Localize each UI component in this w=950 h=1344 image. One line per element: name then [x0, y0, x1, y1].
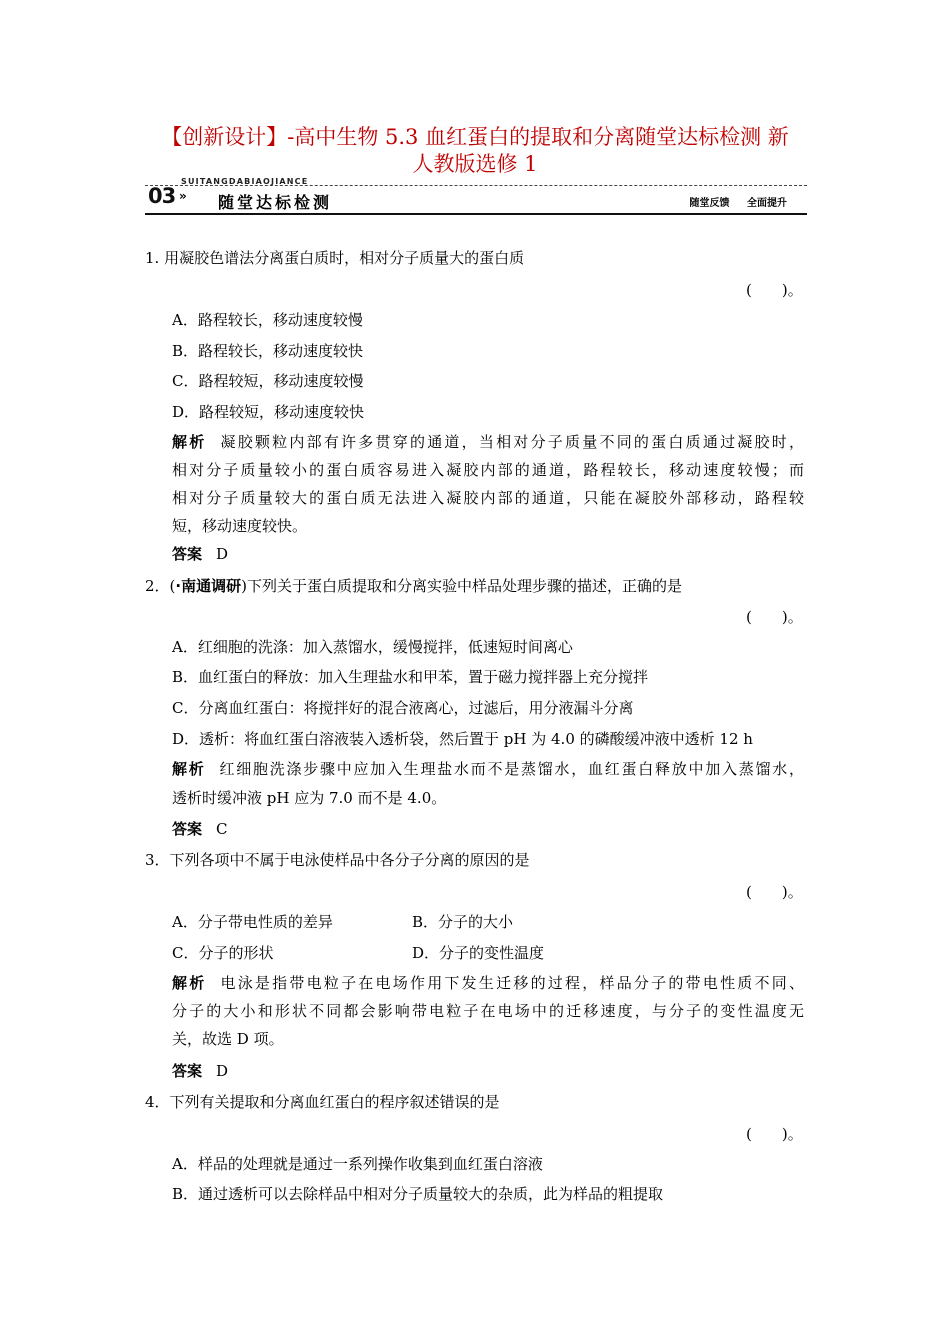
q1-answer-blank: ( )。 — [746, 281, 803, 299]
q1-explanation-line-2: 相对分子质量较小的蛋白质容易进入凝胶内部的通道，路程较长，移动速度较慢；而 — [172, 461, 804, 479]
q2-source: ·南通调研 — [175, 577, 242, 595]
q2-explanation-line-2: 透析时缓冲液 pH 应为 7.0 而不是 4.0。 — [172, 789, 447, 807]
q4-stem: 4．下列有关提取和分离血红蛋白的程序叙述错误的是 — [145, 1093, 500, 1111]
answer-label: 答案 — [172, 1062, 203, 1080]
banner-rule — [145, 213, 807, 215]
q1-explanation-line-3: 相对分子质量较大的蛋白质无法进入凝胶内部的通道，只能在凝胶外部移动，路程较 — [172, 489, 804, 507]
q2-option-b: B．血红蛋白的释放：加入生理盐水和甲苯，置于磁力搅拌器上充分搅拌 — [172, 668, 649, 686]
q2-stem: 2．(·南通调研)下列关于蛋白质提取和分离实验中样品处理步骤的描述，正确的是 — [145, 577, 682, 595]
banner-pinyin: SUITANGDABIAOJIANCE — [181, 177, 309, 186]
answer-label: 答案 — [172, 545, 203, 563]
q2-explanation-line-1: 解析 红细胞洗涤步骤中应加入生理盐水而不是蒸馏水，血红蛋白释放中加入蒸馏水， — [172, 760, 804, 778]
double-chevron-icon: » — [179, 189, 187, 203]
q3-option-c: C．分子的形状 — [172, 944, 274, 962]
q3-answer: 答案 D — [172, 1062, 229, 1080]
explain-label: 解析 — [172, 433, 207, 451]
q1-option-c: C．路程较短，移动速度较慢 — [172, 372, 364, 390]
q1-option-a: A．路程较长，移动速度较慢 — [172, 311, 363, 329]
document-title-line-1: 【创新设计】-高中生物 5.3 血红蛋白的提取和分离随堂达标检测 新 — [161, 125, 789, 149]
banner-section-title: 随堂达标检测 — [218, 193, 333, 212]
q4-answer-blank: ( )。 — [746, 1125, 803, 1143]
q1-explanation-line-1: 解析 凝胶颗粒内部有许多贯穿的通道，当相对分子质量不同的蛋白质通过凝胶时， — [172, 433, 804, 451]
q3-explanation-line-3: 关，故选 D 项。 — [172, 1030, 284, 1048]
q3-option-a: A．分子带电性质的差异 — [172, 913, 333, 931]
q1-explanation-line-4: 短，移动速度较快。 — [172, 517, 308, 535]
q2-answer-blank: ( )。 — [746, 608, 803, 626]
q1-option-b: B．路程较长，移动速度较快 — [172, 342, 364, 360]
q1-stem: 1. 用凝胶色谱法分离蛋白质时，相对分子质量大的蛋白质 — [145, 249, 525, 267]
explain-label: 解析 — [172, 760, 206, 778]
banner-right-tags — [676, 194, 787, 209]
banner-tag-feedback: 随堂反馈 — [689, 198, 730, 209]
q2-answer: 答案 C — [172, 820, 228, 838]
answer-label: 答案 — [172, 820, 203, 838]
document-title-line-2: 人教版选修 1 — [412, 152, 538, 176]
q2-option-c: C．分离血红蛋白：将搅拌好的混合液离心，过滤后，用分液漏斗分离 — [172, 699, 634, 717]
q3-answer-blank: ( )。 — [746, 883, 803, 901]
q1-option-d: D．路程较短，移动速度较快 — [172, 403, 365, 421]
q2-option-a: A．红细胞的洗涤：加入蒸馏水，缓慢搅拌，低速短时间离心 — [172, 638, 573, 656]
banner-tag-improve: 全面提升 — [747, 198, 787, 209]
section-banner — [145, 176, 807, 216]
q3-option-d: D．分子的变性温度 — [412, 944, 545, 962]
q2-option-d: D．透析：将血红蛋白溶液装入透析袋，然后置于 pH 为 4.0 的磷酸缓冲液中透析 12 h — [172, 730, 753, 748]
q3-stem: 3．下列各项中不属于电泳使样品中各分子分离的原因的是 — [145, 851, 530, 869]
q3-explanation-line-2: 分子的大小和形状不同都会影响带电粒子在电场中的迁移速度，与分子的变性温度无 — [172, 1002, 804, 1020]
q4-option-b: B．通过透析可以去除样品中相对分子质量较大的杂质，此为样品的粗提取 — [172, 1185, 664, 1203]
q3-explanation-line-1: 解析 电泳是指带电粒子在电场作用下发生迁移的过程，样品分子的带电性质不同、 — [172, 974, 804, 992]
q3-option-b: B．分子的大小 — [412, 913, 514, 931]
q1-answer: 答案 D — [172, 545, 229, 563]
banner-number: 03 — [148, 184, 176, 208]
explain-label: 解析 — [172, 974, 207, 992]
q4-option-a: A．样品的处理就是通过一系列操作收集到血红蛋白溶液 — [172, 1155, 543, 1173]
